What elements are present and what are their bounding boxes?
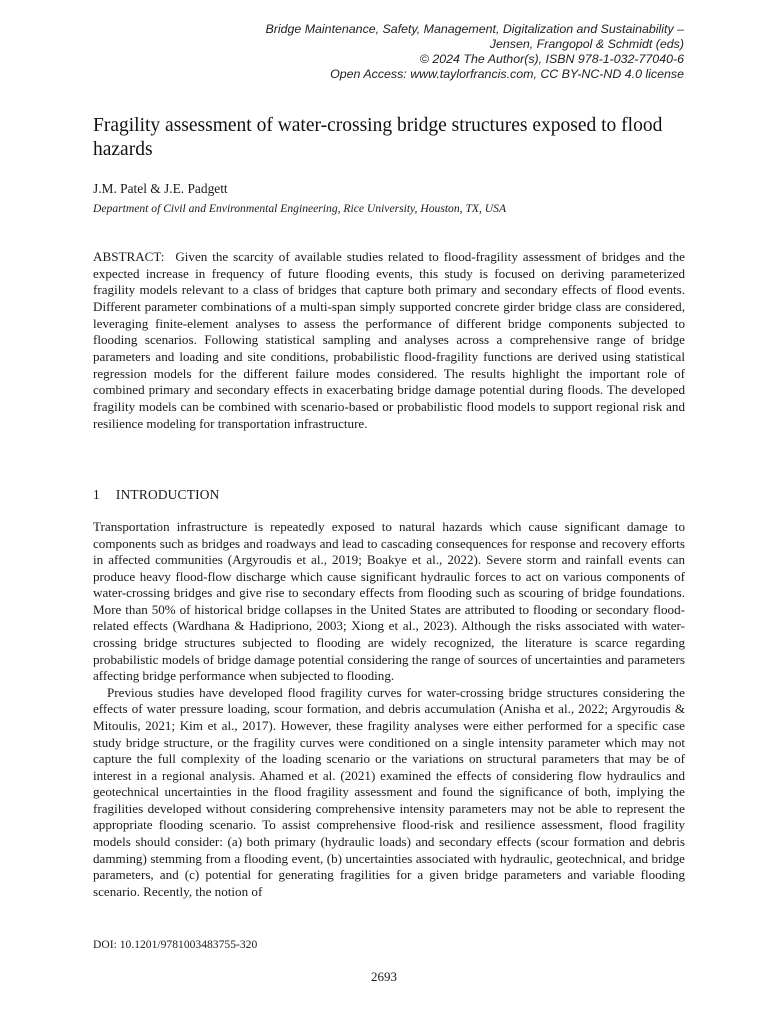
paragraph: Transportation infrastructure is repeatedly exposed to natural hazards which cause significant damage to components such as bridges and roadways and lead to cascading consequences for response and recovery efforts in affected communities (Argyroudis et al., 2019; Boakye et al., 2022). Severe storm and rainfall events can produce heavy flood-flow discharge which cause significant hydraulic forces to act on various components of water-crossing bridges and give rise to secondary effects from flooding such as scouring of bridge foundations. More than 50% of historical bridge collapses in the United States are attributed to flooding or secondary flood-related effects (Wardhana & Hadipriono, 2003; Xiong et al., 2023). Although the risks associated with water-crossing bridge structures subjected to flooding are widely recognized, the literature is scarce regarding probabilistic models of bridge damage potential considering the range of sources of uncertainties and parameters affecting bridge performance when subjected to flooding. xyxy=(93,519,685,684)
abstract xyxy=(93,249,685,432)
header-copyright: © 2024 The Author(s), ISBN 978-1-032-77040-6 xyxy=(419,52,684,66)
paragraph: Previous studies have developed flood fragility curves for water-crossing bridge structures considering the effects of water pressure loading, scour formation, and debris accumulation (Anisha et al., 2022; Argyroudis & Mitoulis, 2021; Kim et al., 2017). However, these fragility analyses were either performed for a specific case study bridge structure, or the fragility curves were conditioned on a single intensity parameter which may not capture the full complexity of the loading scenario or the variations on structural parameters that may be of interest in a regional analysis. Ahamed et al. (2021) examined the effects of considering flow hydraulics and geotechnical uncertainties in the flood fragility assessment and found the significance of both, implying the fragilities developed without considering comprehensive intensity parameters may not be able to represent the appropriate flooding scenario. To assist comprehensive flood-risk and resilience assessment, flood fragility models should consider: (a) both primary (hydraulic loads) and secondary effects (scour formation and debris damming) stemming from a flooding event, (b) uncertainties associated with hydraulic, geotechnical, and bridge parameters, and (c) potential for generating fragilities for a given bridge parameters and variable flooding scenario. Recently, the notion of xyxy=(93,684,685,899)
paper-title: Fragility assessment of water-crossing bridge structures exposed to flood hazards xyxy=(93,115,663,160)
abstract-text: Given the scarcity of available studies related to flood-fragility assessment of bridges and the expected increase in frequency of future flooding events, this study is focused on deriving parameterized fragility models relevant to a class of bridges that capture both primary and secondary effects of flood events. Different parameter combinations of a multi-span simply supported concrete girder bridge class are considered, leveraging finite-element analyses to assess the performance of different bridge components subjected to flooding scenarios. Following statistical sampling and analyses across a comprehensive range of bridge parameters and loading and site conditions, probabilistic flood-fragility functions are derived using statistical regression models for the different failure modes considered. The results highlight the important role of combined primary and secondary effects in exacerbating bridge damage potential during floods. The developed fragility models can be combined with scenario-based or probabilistic flood models to support regional risk and resilience modeling for transportation infrastructure. xyxy=(93,249,685,431)
running-header xyxy=(164,22,684,82)
doi-footer: DOI: 10.1201/9781003483755-320 xyxy=(93,938,258,951)
abstract-label: ABSTRACT: xyxy=(93,249,165,264)
header-book-title: Bridge Maintenance, Safety, Management, Digitalization and Sustainability – xyxy=(265,22,684,36)
page-number: 2693 xyxy=(371,969,397,984)
body-text xyxy=(93,519,685,900)
header-editors: Jensen, Frangopol & Schmidt (eds) xyxy=(489,37,684,51)
section-heading xyxy=(93,487,219,503)
section-title: INTRODUCTION xyxy=(115,487,220,502)
author-affiliation: Department of Civil and Environmental Engineering, Rice University, Houston, TX, USA xyxy=(93,202,507,215)
header-license: Open Access: www.taylorfrancis.com, CC BY-NC-ND 4.0 license xyxy=(330,67,684,81)
paper-authors: J.M. Patel & J.E. Padgett xyxy=(93,181,228,196)
section-number: 1 xyxy=(93,487,100,502)
